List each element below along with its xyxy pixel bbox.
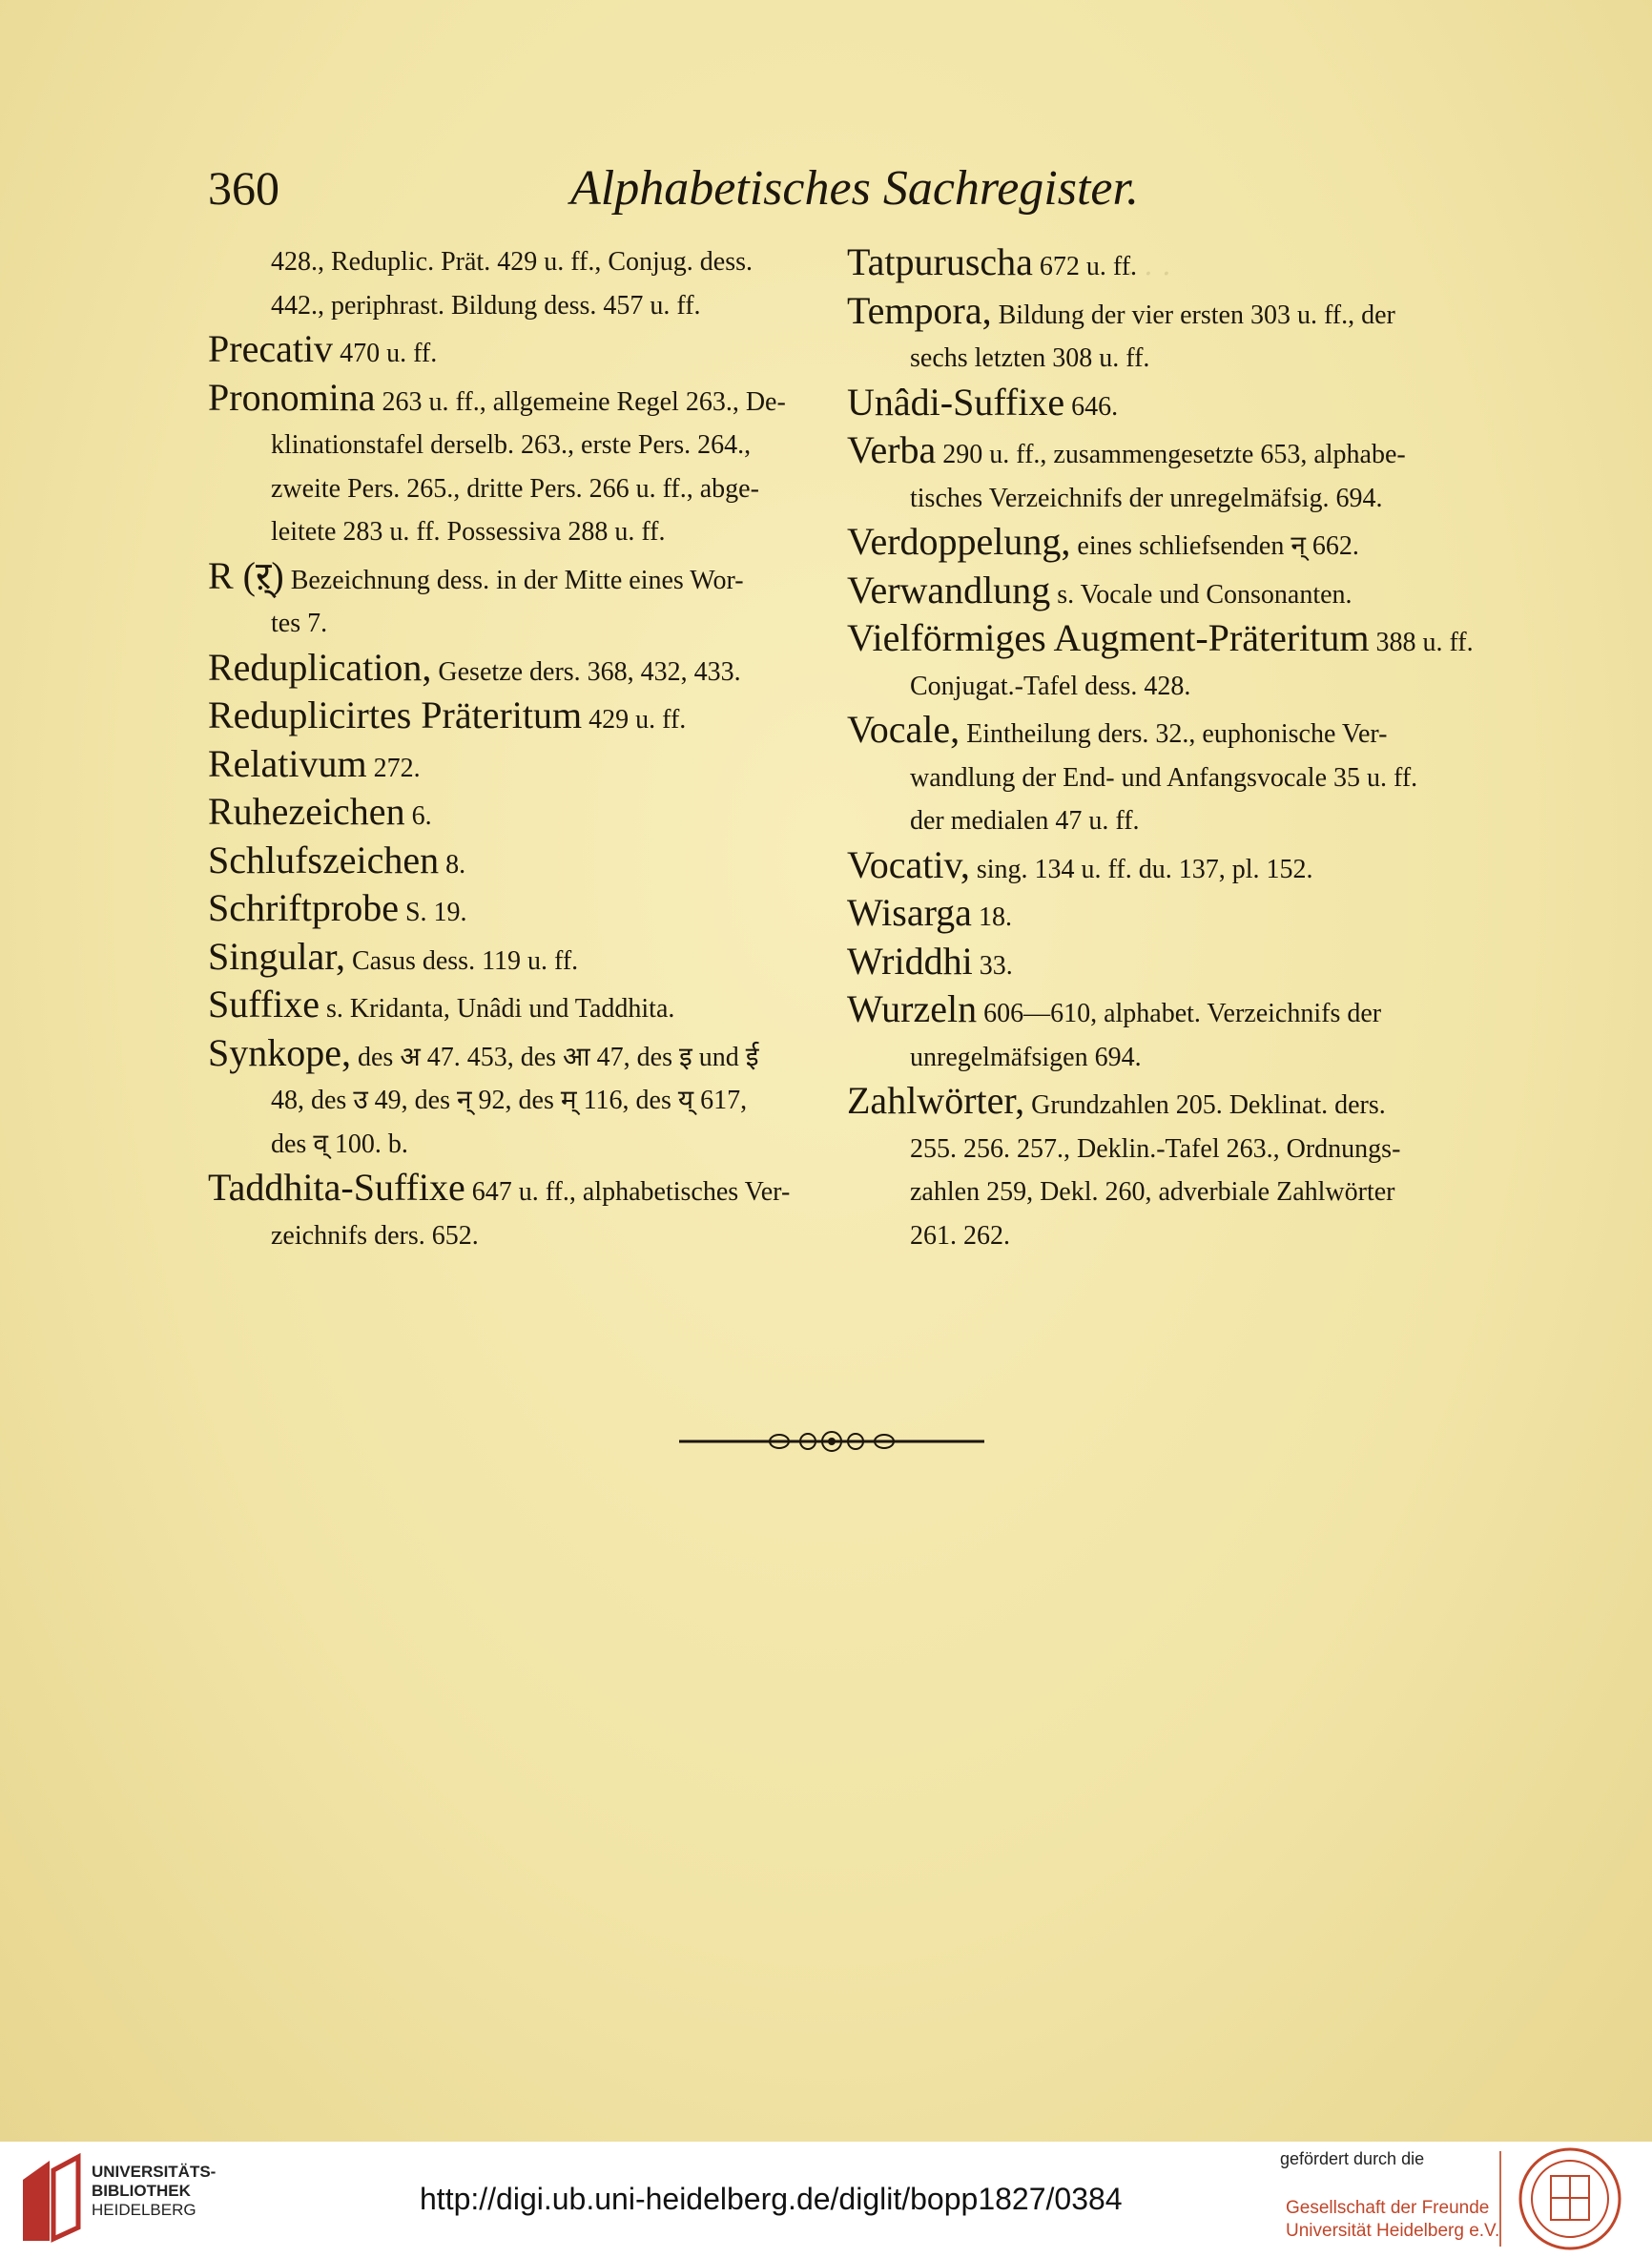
index-locators: 8. [445, 849, 466, 880]
index-entry-line [208, 284, 828, 328]
index-entry [208, 742, 828, 791]
index-entry [208, 1166, 828, 1257]
index-entry-line [208, 467, 828, 511]
index-entry [208, 935, 828, 984]
index-entry-line [208, 554, 828, 603]
index-term: Precativ [208, 327, 334, 370]
index-term: Tempora, [847, 288, 992, 332]
index-entry-line [847, 616, 1474, 665]
index-term: Vocale, [847, 708, 960, 751]
university-library-logo-icon [17, 2151, 84, 2247]
index-locators: Conjugat.-Tafel dess. 428. [910, 671, 1191, 701]
index-locators: leitete 283 u. ff. Possessiva 288 u. ff. [271, 517, 666, 547]
index-entry [208, 240, 828, 327]
index-term: Ruhezeichen [208, 790, 405, 833]
index-locators: 388 u. ff. [1375, 628, 1474, 657]
index-entry-line [208, 839, 828, 887]
index-locators: s. Vocale und Consonanten. [1057, 579, 1353, 610]
index-entry [847, 569, 1462, 617]
library-name-line: HEIDELBERG [92, 2201, 196, 2219]
university-seal-icon [1517, 2145, 1623, 2252]
index-locators: 672 u. ff. [1039, 252, 1138, 281]
page-number: 360 [208, 161, 279, 215]
index-entry [847, 428, 1462, 520]
society-name-line: Gesellschaft der Freunde [1286, 2198, 1490, 2218]
index-term: Verwandlung [847, 568, 1051, 611]
index-entry [847, 843, 1462, 892]
index-term: R (ऱ्) [208, 553, 284, 597]
index-locators: zweite Pers. 265., dritte Pers. 266 u. ff., abge- [271, 473, 759, 504]
index-locators: Gesetze ders. 368, 432, 433. [438, 656, 741, 687]
library-name-line: BIBLIOTHEK [92, 2182, 191, 2200]
index-term: Vocativ, [847, 842, 970, 886]
index-entry-line [208, 1166, 828, 1214]
index-locators: des व् 100. b. [271, 1129, 408, 1159]
index-term: Taddhita-Suffixe [208, 1166, 465, 1209]
index-locators: Bezeichnung dess. in der Mitte eines Wor- [290, 565, 744, 595]
footer-divider [1499, 2151, 1501, 2247]
index-entry-line [847, 337, 1462, 381]
index-entry [847, 381, 1462, 429]
index-entry-line [208, 983, 828, 1031]
index-entry-line [208, 510, 828, 554]
index-entry-line [847, 1036, 1462, 1080]
index-entry-line [847, 799, 1462, 843]
index-locators: 6. [411, 801, 432, 831]
index-term: Verdoppelung, [847, 520, 1071, 563]
index-entry-line [208, 1214, 828, 1258]
index-locators: 606—610, alphabet. Verzeichnifs der [983, 999, 1382, 1028]
index-term: Suffixe [208, 983, 320, 1025]
index-locators: S. 19. [404, 898, 467, 927]
index-entry-line [847, 843, 1462, 892]
bleed-through-text: · · · [1125, 258, 1171, 291]
index-entry-line [208, 694, 828, 742]
index-locators: tisches Verzeichnifs der unregelmäfsig. 694. [910, 483, 1383, 513]
index-locators: 255. 256. 257., Deklin.-Tafel 263., Ordnungs- [910, 1133, 1401, 1164]
index-entry-line [847, 477, 1462, 521]
index-entry-line [847, 1170, 1462, 1214]
index-locators: 646. [1071, 391, 1119, 422]
index-entry [208, 839, 828, 887]
index-term: Wisarga [847, 891, 972, 934]
index-entry-line [208, 646, 828, 694]
library-name-line: UNIVERSITÄTS- [92, 2163, 217, 2181]
index-entry-line [208, 424, 828, 467]
index-entry-line [847, 891, 1462, 940]
index-entry [208, 646, 828, 694]
running-title: Alphabetisches Sachregister. [570, 161, 1139, 216]
index-term: Singular, [208, 934, 345, 978]
index-entry-line [847, 289, 1462, 338]
index-term: Zahlwörter, [847, 1079, 1025, 1122]
index-entry-line [208, 1123, 828, 1167]
index-locators: zeichnifs ders. 652. [271, 1220, 479, 1251]
index-entry [847, 987, 1462, 1079]
index-entry-line [847, 756, 1462, 800]
index-term: Verba [847, 428, 937, 471]
index-locators: 290 u. ff., zusammengesetzte 653, alphabe- [942, 440, 1406, 469]
index-entry [847, 708, 1462, 843]
index-term: Wurzeln [847, 987, 978, 1030]
index-entry-line [847, 665, 1462, 709]
index-entry [847, 891, 1462, 940]
index-locators: 428., Reduplic. Prät. 429 u. ff., Conjug. dess. [271, 247, 754, 277]
index-locators: klinationstafel derselb. 263., erste Pers. 264., [271, 430, 752, 460]
index-entry [847, 940, 1462, 988]
index-entry [208, 554, 828, 646]
index-locators: Bildung der vier ersten 303 u. ff., der [998, 300, 1395, 330]
index-locators: 263 u. ff., allgemeine Regel 263., De- [382, 386, 786, 417]
index-entry-line [208, 742, 828, 791]
index-locators: zahlen 259, Dekl. 260, adverbiale Zahlwörter [910, 1177, 1395, 1207]
page-header [208, 160, 1480, 227]
index-term: Tatpuruscha [847, 240, 1033, 283]
index-entry [208, 790, 828, 839]
index-locators: des अ 47. 453, des आ 47, des इ und ई [358, 1042, 759, 1072]
index-entry-line [208, 376, 828, 425]
index-entry-line [847, 940, 1462, 988]
library-name [92, 2163, 216, 2220]
index-column-right [847, 240, 1474, 1257]
index-entry-line [847, 987, 1462, 1036]
index-entry-line [847, 240, 1462, 289]
index-entry-line [208, 240, 828, 284]
index-locators: 33. [979, 950, 1013, 981]
index-entry [847, 616, 1474, 708]
index-entry [847, 520, 1462, 569]
society-name [1286, 2197, 1499, 2243]
index-entry [208, 983, 828, 1031]
index-entry-line [208, 935, 828, 984]
index-locators: 18. [978, 902, 1012, 932]
index-locators: tes 7. [271, 609, 328, 638]
index-entry [208, 327, 828, 376]
index-term: Reduplicirtes Präteritum [208, 694, 583, 736]
index-entry [847, 1079, 1462, 1257]
index-locators: 429 u. ff. [589, 705, 687, 735]
funded-by-label: gefördert durch die [1280, 2149, 1425, 2168]
index-term: Pronomina [208, 375, 376, 419]
index-locators: 261. 262. [910, 1220, 1010, 1251]
ornament-divider [679, 1427, 984, 1456]
index-locators: Eintheilung ders. 32., euphonische Ver- [966, 719, 1388, 749]
index-locators: 48, des उ 49, des न् 92, des म् 116, des य् 617, [271, 1086, 748, 1115]
index-locators: eines schliefsenden न् 662. [1077, 531, 1359, 561]
index-term: Vielförmiges Augment-Präteritum [847, 616, 1370, 659]
index-entry-line [847, 428, 1462, 477]
index-locators: sing. 134 u. ff. du. 137, pl. 152. [976, 854, 1313, 884]
index-entry-line [847, 381, 1462, 429]
index-entry-line [208, 886, 828, 935]
index-locators: 470 u. ff. [340, 339, 438, 368]
index-locators: Grundzahlen 205. Deklinat. ders. [1031, 1090, 1386, 1120]
index-entry-line [847, 1079, 1462, 1128]
index-term: Schriftprobe [208, 886, 399, 929]
society-name-line: Universität Heidelberg e.V. [1286, 2221, 1500, 2241]
index-entry-line [847, 1214, 1462, 1258]
index-locators: s. Kridanta, Unâdi und Taddhita. [326, 994, 675, 1024]
index-entry-line [847, 520, 1462, 569]
index-entry-line [208, 790, 828, 839]
index-entry-line [208, 602, 828, 646]
index-entry-line [847, 569, 1462, 617]
index-entry [208, 886, 828, 935]
index-entry [847, 240, 1462, 289]
index-term: Reduplication, [208, 645, 432, 689]
index-entry-line [847, 1128, 1462, 1171]
index-locators: 272. [373, 753, 421, 783]
index-locators: unregelmäfsigen 694. [910, 1042, 1142, 1072]
index-entry-line [208, 1079, 828, 1123]
index-locators: Casus dess. 119 u. ff. [351, 945, 579, 976]
index-locators: sechs letzten 308 u. ff. [910, 343, 1150, 373]
index-term: Schlufszeichen [208, 838, 440, 881]
footer-bar [0, 2142, 1652, 2258]
index-locators: wandlung der End- und Anfangsvocale 35 u. ff. [910, 762, 1418, 793]
index-entry [208, 376, 828, 554]
index-entry [847, 289, 1462, 381]
index-term: Unâdi-Suffixe [847, 380, 1065, 424]
index-locators: 647 u. ff., alphabetisches Ver- [471, 1177, 791, 1207]
index-entry-line [847, 708, 1462, 756]
index-locators: 442., periphrast. Bildung dess. 457 u. ff. [271, 290, 701, 321]
index-term: Wriddhi [847, 939, 973, 983]
index-entry-line [208, 327, 828, 376]
index-locators: der medialen 47 u. ff. [910, 806, 1140, 836]
index-entry [208, 694, 828, 742]
index-entry [208, 1031, 828, 1167]
source-url-link[interactable]: http://digi.ub.uni-heidelberg.de/diglit/bopp1827/0384 [420, 2182, 1123, 2216]
index-entry-line [208, 1031, 828, 1080]
index-term: Relativum [208, 741, 367, 785]
index-column-left [208, 240, 828, 1257]
index-term: Synkope, [208, 1030, 351, 1074]
